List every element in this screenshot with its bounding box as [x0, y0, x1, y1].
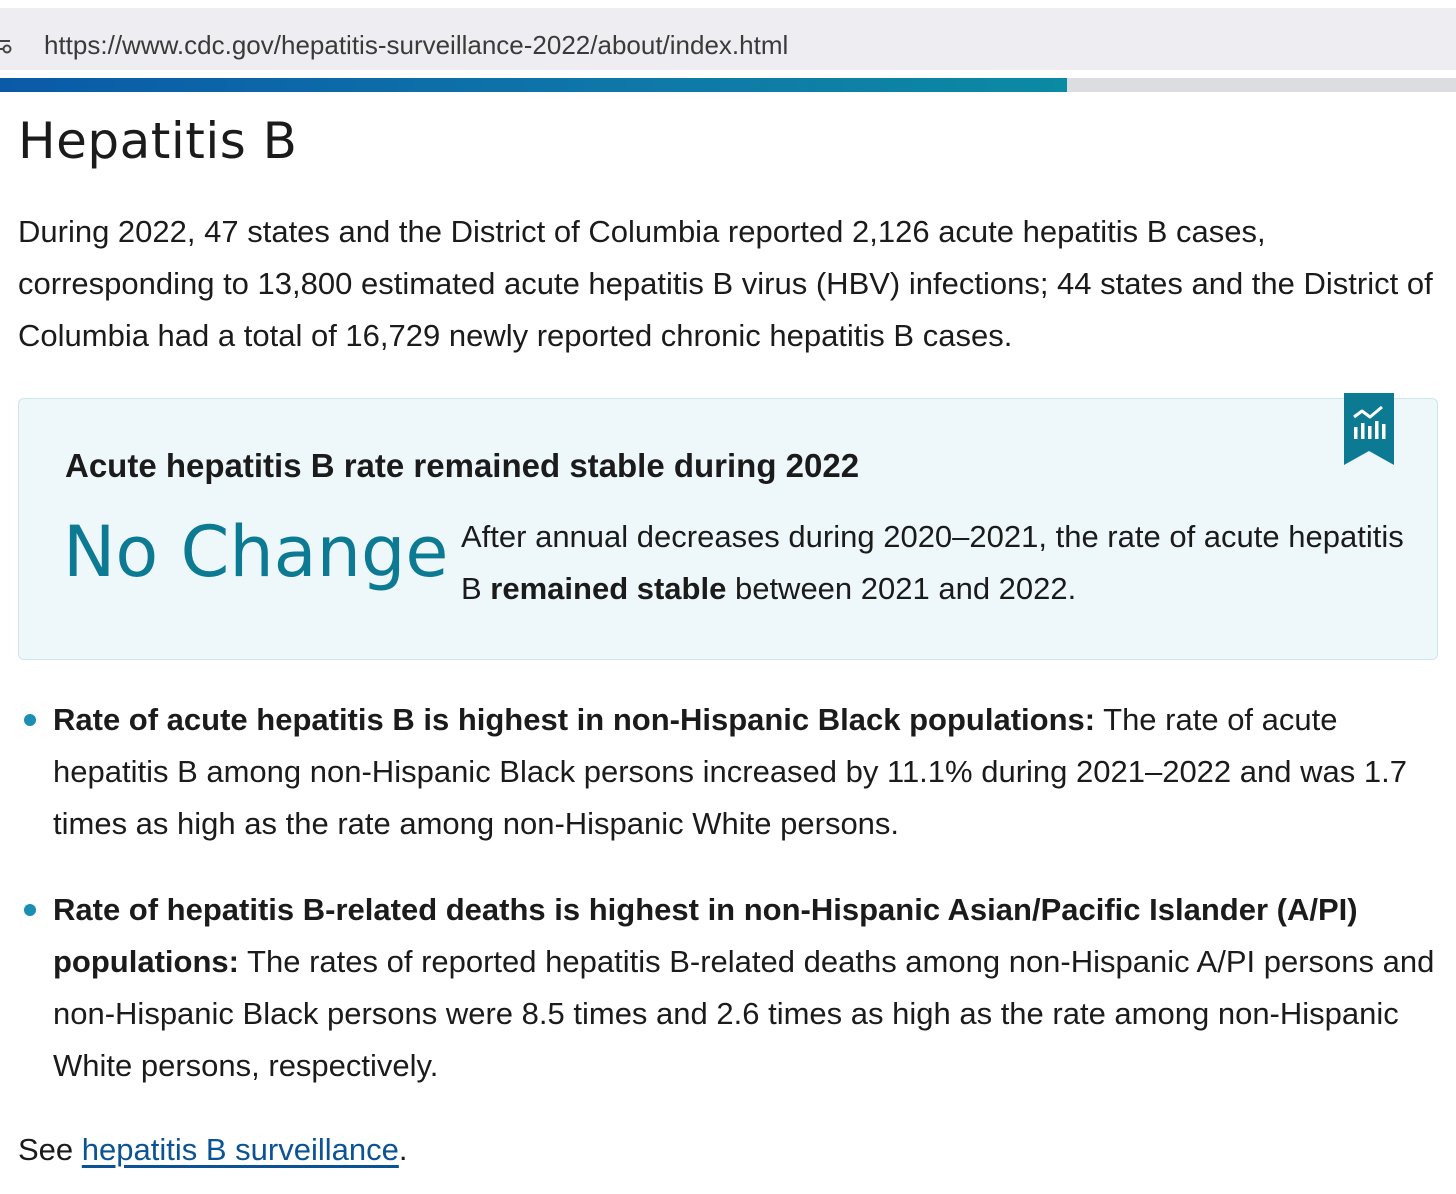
- callout-desc-bold: remained stable: [490, 571, 727, 606]
- finding-text: The rates of reported hepatitis B-related deaths among non-Hispanic A/PI persons and non-Hispanic Black persons were 8.5 times and 2.6 times as high as the rate among non-Hispanic White persons, respectively.: [53, 944, 1435, 1083]
- callout-description: [461, 511, 1421, 615]
- callout-stat: No Change: [63, 511, 449, 593]
- callout-title: Acute hepatitis B rate remained stable during 2022: [65, 447, 860, 484]
- chart-bookmark-icon: [1344, 393, 1394, 465]
- see-prefix: See: [18, 1132, 82, 1167]
- url-field[interactable]: [0, 8, 1456, 70]
- see-also: [18, 1124, 407, 1176]
- finding-heading: Rate of acute hepatitis B is highest in non-Hispanic Black populations:: [53, 702, 1096, 737]
- bullet-dot-icon: [24, 904, 36, 916]
- callout-desc-before: After annual decreases during 2020–2021, the rate of acute hepatitis B: [461, 519, 1404, 606]
- hepatitis-b-surveillance-link[interactable]: hepatitis B surveillance: [81, 1132, 399, 1167]
- findings-list: [20, 694, 1440, 1092]
- finding-text: The rate of acute hepatitis B among non-Hispanic Black persons increased by 11.1% during 2021–2022 and was 1.7 times as high as the rate among non-Hispanic White persons.: [53, 702, 1407, 841]
- callout-desc-after: between 2021 and 2022.: [726, 571, 1077, 606]
- key-finding-callout: [18, 398, 1438, 660]
- bullet-dot-icon: [24, 714, 36, 726]
- url-text[interactable]: https://www.cdc.gov/hepatitis-surveillance-2022/about/index.html: [44, 30, 789, 60]
- tune-settings-icon[interactable]: [0, 35, 14, 57]
- list-item: [20, 694, 1440, 850]
- finding-heading: Rate of hepatitis B-related deaths is highest in non-Hispanic Asian/Pacific Islander (A/PI) populations:: [53, 892, 1358, 979]
- browser-address-bar: [0, 0, 1456, 78]
- page-title: Hepatitis B: [18, 112, 298, 170]
- scroll-progress-fill: [0, 78, 1067, 92]
- list-item: [20, 884, 1440, 1092]
- intro-paragraph: During 2022, 47 states and the District of Columbia reported 2,126 acute hepatitis B cases, corresponding to 13,800 estimated acute hepatitis B virus (HBV) infections; 44 states and the District of Columbia had a total of 16,729 newly reported chronic hepatitis B cases.: [18, 214, 1433, 353]
- scroll-progress-bar: [0, 78, 1456, 92]
- see-suffix: .: [398, 1132, 408, 1167]
